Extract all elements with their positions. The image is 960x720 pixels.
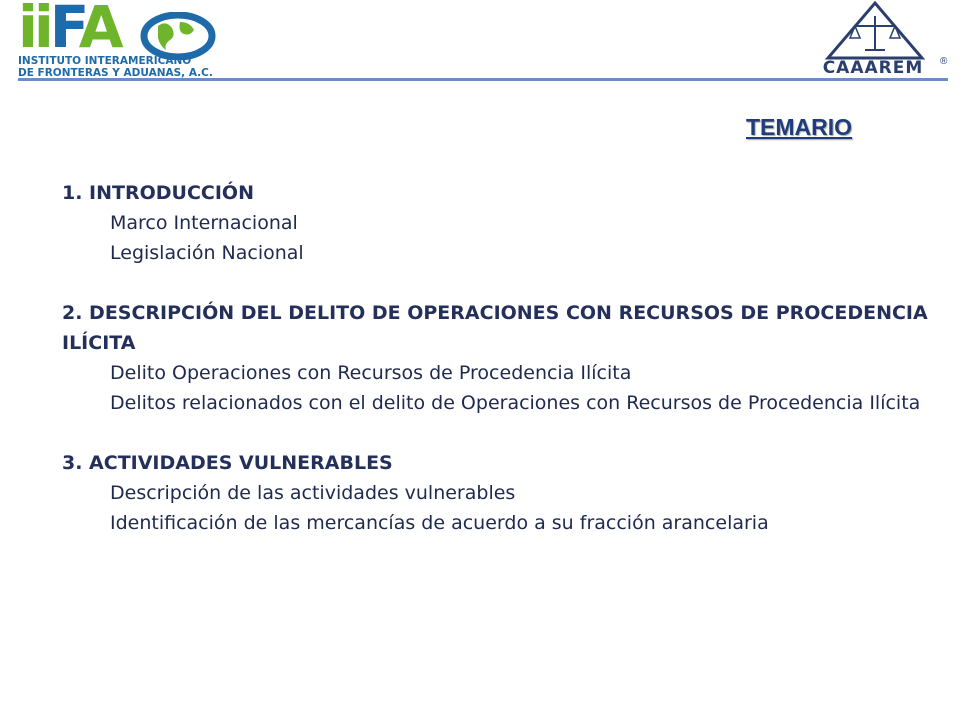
iifa-logo-line1: INSTITUTO INTERAMERICANO — [18, 55, 192, 67]
scales-of-justice-triangle-icon — [810, 0, 940, 62]
page-title: TEMARIO — [746, 114, 853, 140]
globe-icon — [140, 12, 216, 60]
list-item: Descripción de las actividades vulnerables — [110, 482, 516, 504]
list-item: Delitos relacionados con el delito de Operaciones con Recursos de Procedencia Ilícita — [110, 392, 921, 414]
section-heading: 3. ACTIVIDADES VULNERABLES — [62, 452, 393, 474]
section-heading: 1. INTRODUCCIÓN — [62, 182, 254, 204]
list-item: Delito Operaciones con Recursos de Procedencia Ilícita — [110, 362, 632, 384]
list-item: Identificación de las mercancías de acuerdo a su fracción arancelaria — [110, 512, 769, 534]
caaarem-logo-name: CAAAREM — [822, 58, 924, 78]
section-heading: 2. DESCRIPCIÓN DEL DELITO DE OPERACIONES CON RECURSOS DE PROCEDENCIA ILÍCITA — [62, 302, 928, 354]
caaarem-logo — [806, 0, 952, 84]
syllabus — [62, 178, 942, 538]
iifa-logo — [18, 0, 218, 84]
iifa-logo-line2: DE FRONTERAS Y ADUANAS, A.C. — [18, 67, 213, 79]
registered-mark: ® — [940, 56, 948, 67]
list-item: Marco Internacional — [110, 212, 298, 234]
list-item: Legislación Nacional — [110, 242, 304, 264]
iifa-logo-wordmark: iiFA — [18, 0, 120, 61]
